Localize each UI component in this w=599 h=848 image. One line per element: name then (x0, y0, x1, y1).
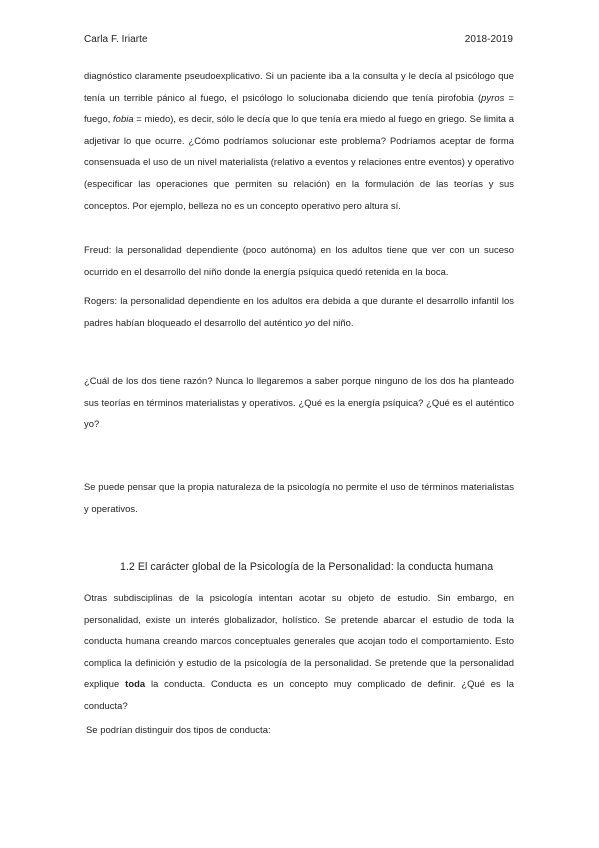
text-run: del niño. (315, 316, 354, 328)
paragraph-freud: Freud: la personalidad dependiente (poco autónoma) en los adultos tiene que ver con un suceso ocurrido en el desarrollo del niño donde la energía psíquica quedó retenida en la boca. (84, 244, 514, 277)
paragraph-conduct-types: Se podrían distinguir dos tipos de conducta: (86, 724, 271, 735)
section-heading: 1.2 El carácter global de la Psicología de la Personalidad: la conducta humana (120, 561, 494, 573)
italic-term-fobia: fobia (113, 113, 134, 125)
paragraph-rogers (84, 290, 514, 333)
paragraph-nature: Se puede pensar que la propia naturaleza de la psicología no permite el uso de términos materialistas y operativos. (84, 481, 514, 514)
text-run: = miedo), es decir, sólo le decía que lo que tenía era miedo al fuego en griego. Se limita a adjetivar lo que ocurre. ¿Cómo podríamos solucionar este problema? Podríamos aceptar de forma consensuada el uso de un nivel materialista (relativo a eventos y relaciones entre eventos) y operativo (especificar las operaciones que permiten su relación) en la formulación de las teorías y sus conceptos. Por ejemplo, belleza no es un concepto operativo pero altura sí. (84, 113, 514, 211)
italic-term-yo: yo (305, 316, 316, 328)
italic-term-pyros: pyros (481, 91, 505, 103)
header-year: 2018-2019 (464, 34, 513, 45)
text-run: = fuego, (84, 91, 514, 125)
paragraph-global-character (84, 587, 514, 717)
header-author: Carla F. Iriarte (84, 34, 148, 45)
bold-term-toda: toda (125, 678, 146, 690)
text-run: Rogers: la personalidad dependiente en los adultos era debida a que durante el desarrollo infantil los padres habían bloqueado el desarrollo del auténtico (84, 295, 514, 328)
paragraph-pseudoexplanation (84, 65, 514, 216)
text-run: la conducta. Conducta es un concepto muy complicado de definir. ¿Qué es la conducta? (84, 678, 514, 711)
text-run: Otras subdisciplinas de la psicología intentan acotar su objeto de estudio. Sin embargo, en personalidad, existe un interés globalizador, holístico. Se pretende abarcar el estudio de toda la conducta humana creando marcos conceptuales generales que acojan todo el comportamiento. Esto complica la definición y estudio de la psicología de la personalidad. Se pretende que la personalidad explique (84, 592, 514, 690)
text-run: diagnóstico claramente pseudoexplicativo. Si un paciente iba a la consulta y le decía al psicólogo que tenía un terrible pánico al fuego, el psicólogo lo solucionaba diciendo que tenía pirofobia ( (84, 70, 514, 103)
paragraph-question: ¿Cuál de los dos tiene razón? Nunca lo llegaremos a saber porque ninguno de los dos ha planteado sus teorías en términos materialistas y operativos. ¿Qué es la energía psíquica? ¿Qué es el auténtico yo? (84, 375, 514, 430)
